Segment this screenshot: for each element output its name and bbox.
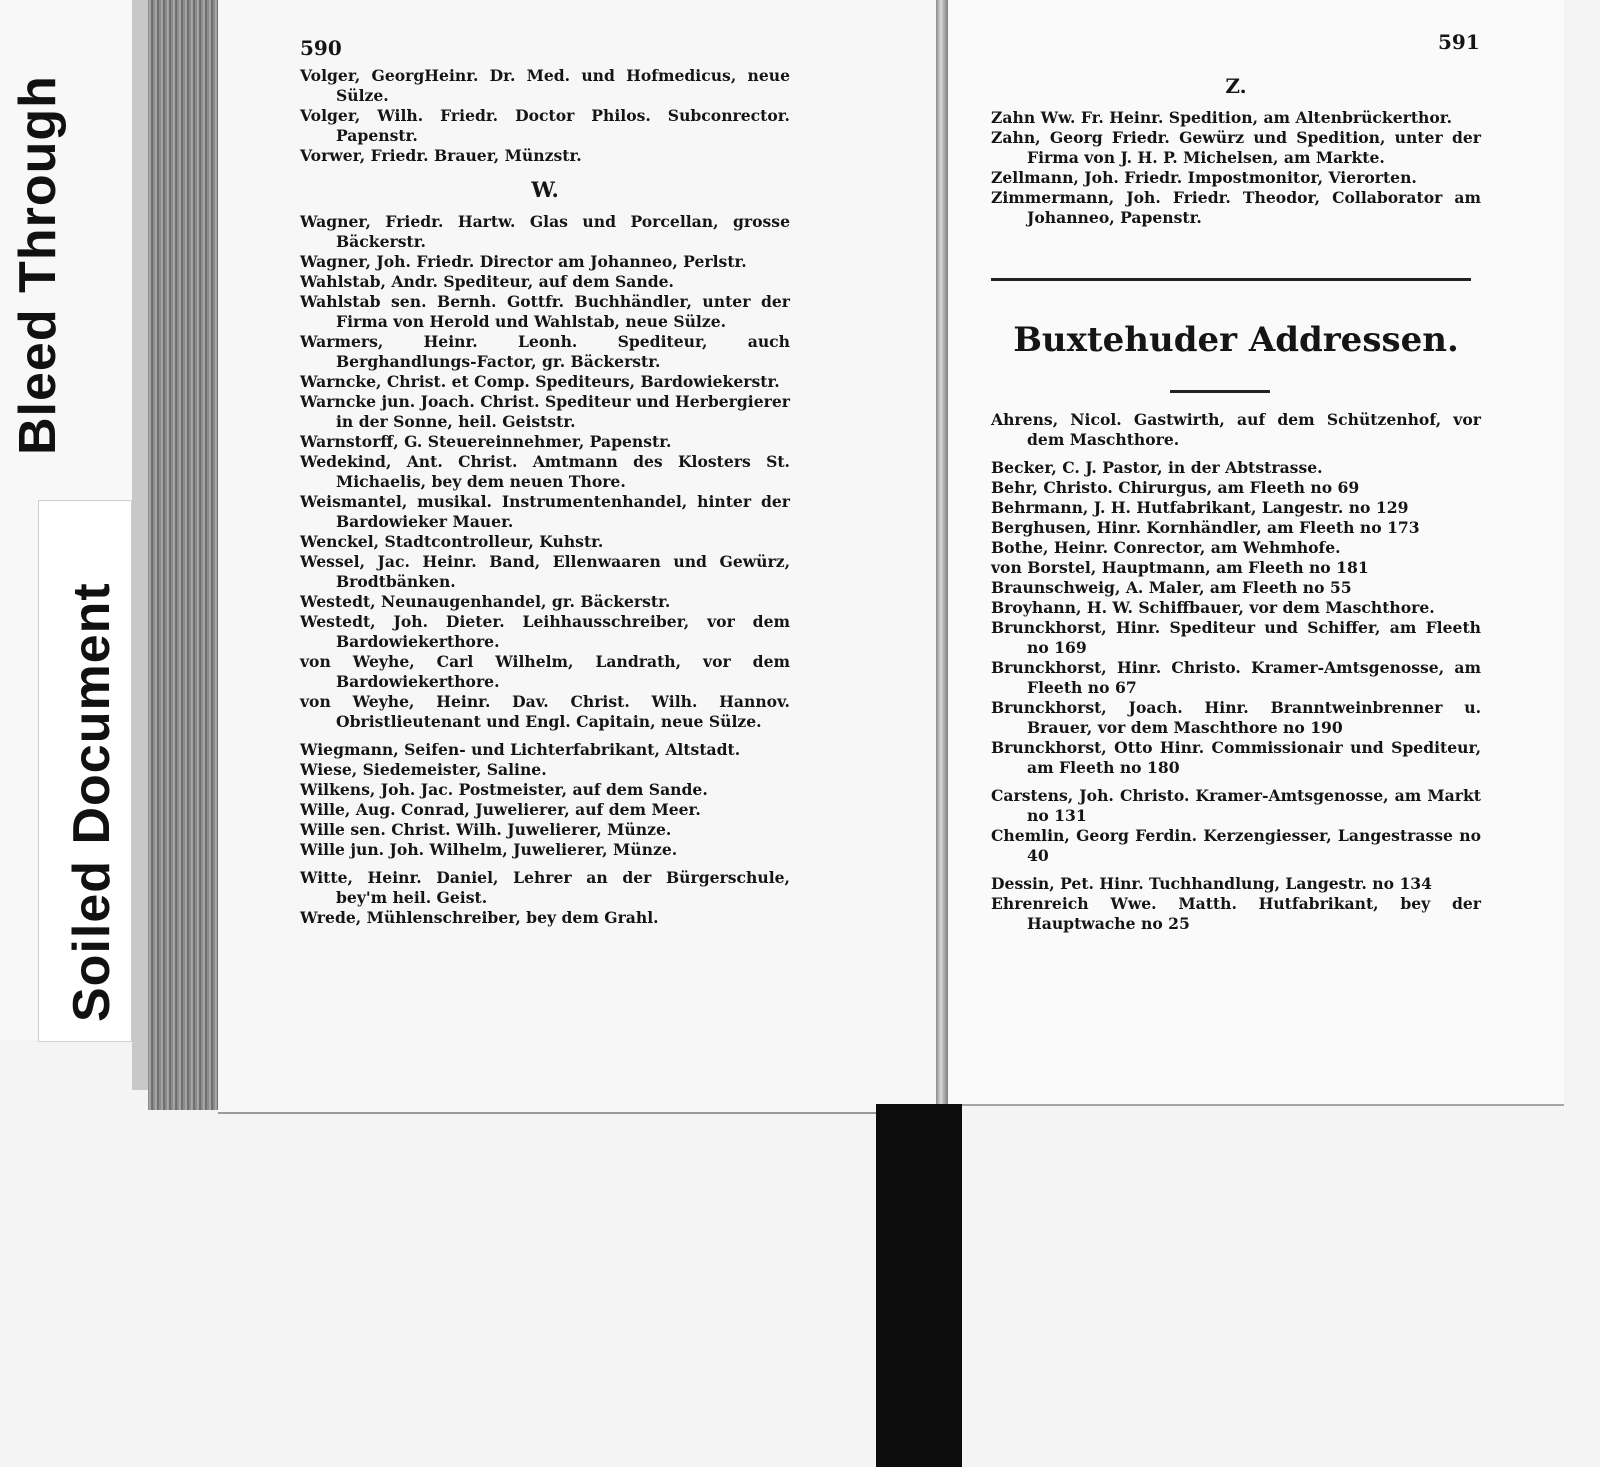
address-entry: Zahn Ww. Fr. Heinr. Spedition, am Altenbrückerthor. — [991, 108, 1453, 127]
address-entry: Vorwer, Friedr. Brauer, Münzstr. — [300, 146, 582, 165]
address-entry: Wilkens, Joh. Jac. Postmeister, auf dem Sande. — [300, 780, 708, 799]
address-entry: Weismantel, musikal. Instrumentenhandel, hinter der Bardowieker Mauer. — [300, 492, 790, 531]
address-entry: Wiese, Siedemeister, Saline. — [300, 760, 547, 779]
entries-buxtehude-list — [991, 410, 1481, 934]
address-entry: Zellmann, Joh. Friedr. Impostmonitor, Vierorten. — [991, 168, 1417, 187]
left-page — [218, 0, 938, 1114]
page-edges — [148, 0, 220, 1110]
right-page — [948, 0, 1564, 1106]
address-entry: Bothe, Heinr. Conrector, am Wehmhofe. — [991, 538, 1341, 557]
address-entry: Broyhann, H. W. Schiffbauer, vor dem Maschthore. — [991, 598, 1435, 617]
address-entry: von Weyhe, Carl Wilhelm, Landrath, vor dem Bardowiekerthore. — [300, 652, 790, 691]
address-entry: Dessin, Pet. Hinr. Tuchhandlung, Langestr. no 134 — [991, 874, 1433, 893]
address-entry: Westedt, Joh. Dieter. Leihhausschreiber, vor dem Bardowiekerthore. — [300, 612, 790, 651]
section-heading-z: Z. — [1225, 74, 1247, 98]
address-entry: Volger, GeorgHeinr. Dr. Med. und Hofmedicus, neue Sülze. — [300, 66, 790, 105]
open-book — [118, 0, 1481, 1110]
address-entry: Wille sen. Christ. Wilh. Juwelierer, Münze. — [300, 820, 672, 839]
bookmark-ribbon — [876, 1104, 962, 1467]
address-entry: Wedekind, Ant. Christ. Amtmann des Klosters St. Michaelis, bey dem neuen Thore. — [300, 452, 790, 491]
address-entry: Behrmann, J. H. Hutfabrikant, Langestr. no 129 — [991, 498, 1409, 517]
address-entry: Wiegmann, Seifen- und Lichterfabrikant, Altstadt. — [300, 740, 741, 759]
address-entry: Warncke jun. Joach. Christ. Spediteur und Herbergierer in der Sonne, heil. Geiststr. — [300, 392, 790, 431]
address-entry: Carstens, Joh. Christo. Kramer-Amtsgenosse, am Markt no 131 — [991, 786, 1481, 825]
address-entry: Ehrenreich Wwe. Matth. Hutfabrikant, bey der Hauptwache no 25 — [991, 894, 1481, 933]
archive-side-tab — [0, 0, 132, 1040]
section-divider-rule — [991, 278, 1471, 281]
address-entry: Wagner, Joh. Friedr. Director am Johanneo, Perlstr. — [300, 252, 747, 271]
buxtehude-column — [991, 410, 1481, 934]
right-page-number: 591 — [1438, 30, 1480, 54]
address-entry: Chemlin, Georg Ferdin. Kerzengiesser, Langestrasse no 40 — [991, 826, 1481, 865]
entries-z-list — [991, 108, 1481, 228]
buxtehude-title: Buxtehuder Addressen. — [1013, 320, 1459, 360]
address-entry: Witte, Heinr. Daniel, Lehrer an der Bürgerschule, bey'm heil. Geist. — [300, 868, 790, 907]
address-entry: Wenckel, Stadtcontrolleur, Kuhstr. — [300, 532, 604, 551]
address-entry: Braunschweig, A. Maler, am Fleeth no 55 — [991, 578, 1352, 597]
address-entry: Wahlstab, Andr. Spediteur, auf dem Sande. — [300, 272, 674, 291]
entries-v-list — [300, 66, 790, 166]
soiled-document-label: Soiled Document — [63, 582, 121, 1022]
address-entry: Becker, C. J. Pastor, in der Abtstrasse. — [991, 458, 1323, 477]
address-entry: Brunckhorst, Hinr. Spediteur und Schiffer, am Fleeth no 169 — [991, 618, 1481, 657]
address-entry: Brunckhorst, Hinr. Christo. Kramer-Amtsgenosse, am Fleeth no 67 — [991, 658, 1481, 697]
address-entry: Wille, Aug. Conrad, Juwelierer, auf dem Meer. — [300, 800, 701, 819]
entries-z-column — [991, 108, 1481, 228]
address-entry: Wahlstab sen. Bernh. Gottfr. Buchhändler, unter der Firma von Herold und Wahlstab, neue Sülze. — [300, 292, 790, 331]
address-entry: Wrede, Mühlenschreiber, bey dem Grahl. — [300, 908, 659, 927]
section-heading-w: W. — [531, 177, 559, 202]
left-page-number: 590 — [300, 36, 342, 60]
address-entry: Berghusen, Hinr. Kornhändler, am Fleeth no 173 — [991, 518, 1420, 537]
address-entry: Warncke, Christ. et Comp. Spediteurs, Bardowiekerstr. — [300, 372, 780, 391]
address-entry: Warnstorff, G. Steuereinnehmer, Papenstr. — [300, 432, 672, 451]
address-entry: Wagner, Friedr. Hartw. Glas und Porcellan, grosse Bäckerstr. — [300, 212, 790, 251]
address-entry: Warmers, Heinr. Leonh. Spediteur, auch Berghandlungs-Factor, gr. Bäckerstr. — [300, 332, 790, 371]
address-entry: Ahrens, Nicol. Gastwirth, auf dem Schützenhof, vor dem Maschthore. — [991, 410, 1481, 449]
address-entry: Wille jun. Joh. Wilhelm, Juwelierer, Münze. — [300, 840, 678, 859]
address-entry: von Weyhe, Heinr. Dav. Christ. Wilh. Hannov. Obristlieutenant und Engl. Capitain, neue Sülze. — [300, 692, 790, 731]
title-underline-rule — [1170, 390, 1270, 393]
address-entry: Volger, Wilh. Friedr. Doctor Philos. Subconrector. Papenstr. — [300, 106, 790, 145]
address-entry: Westedt, Neunaugenhandel, gr. Bäckerstr. — [300, 592, 671, 611]
address-entry: Wessel, Jac. Heinr. Band, Ellenwaaren und Gewürz, Brodtbänken. — [300, 552, 790, 591]
book-gutter — [936, 0, 948, 1104]
address-entry: Brunckhorst, Joach. Hinr. Branntweinbrenner u. Brauer, vor dem Maschthore no 190 — [991, 698, 1481, 737]
bleed-through-label: Bleed Through — [9, 75, 67, 455]
address-entry: Behr, Christo. Chirurgus, am Fleeth no 69 — [991, 478, 1360, 497]
address-entry: Zahn, Georg Friedr. Gewürz und Spedition, unter der Firma von J. H. P. Michelsen, am Markte. — [991, 128, 1481, 167]
address-entry: Zimmermann, Joh. Friedr. Theodor, Collaborator am Johanneo, Papenstr. — [991, 188, 1481, 227]
entries-w-list — [300, 212, 790, 928]
address-entry: Brunckhorst, Otto Hinr. Commissionair und Spediteur, am Fleeth no 180 — [991, 738, 1481, 777]
left-column — [300, 66, 790, 928]
address-entry: von Borstel, Hauptmann, am Fleeth no 181 — [991, 558, 1369, 577]
